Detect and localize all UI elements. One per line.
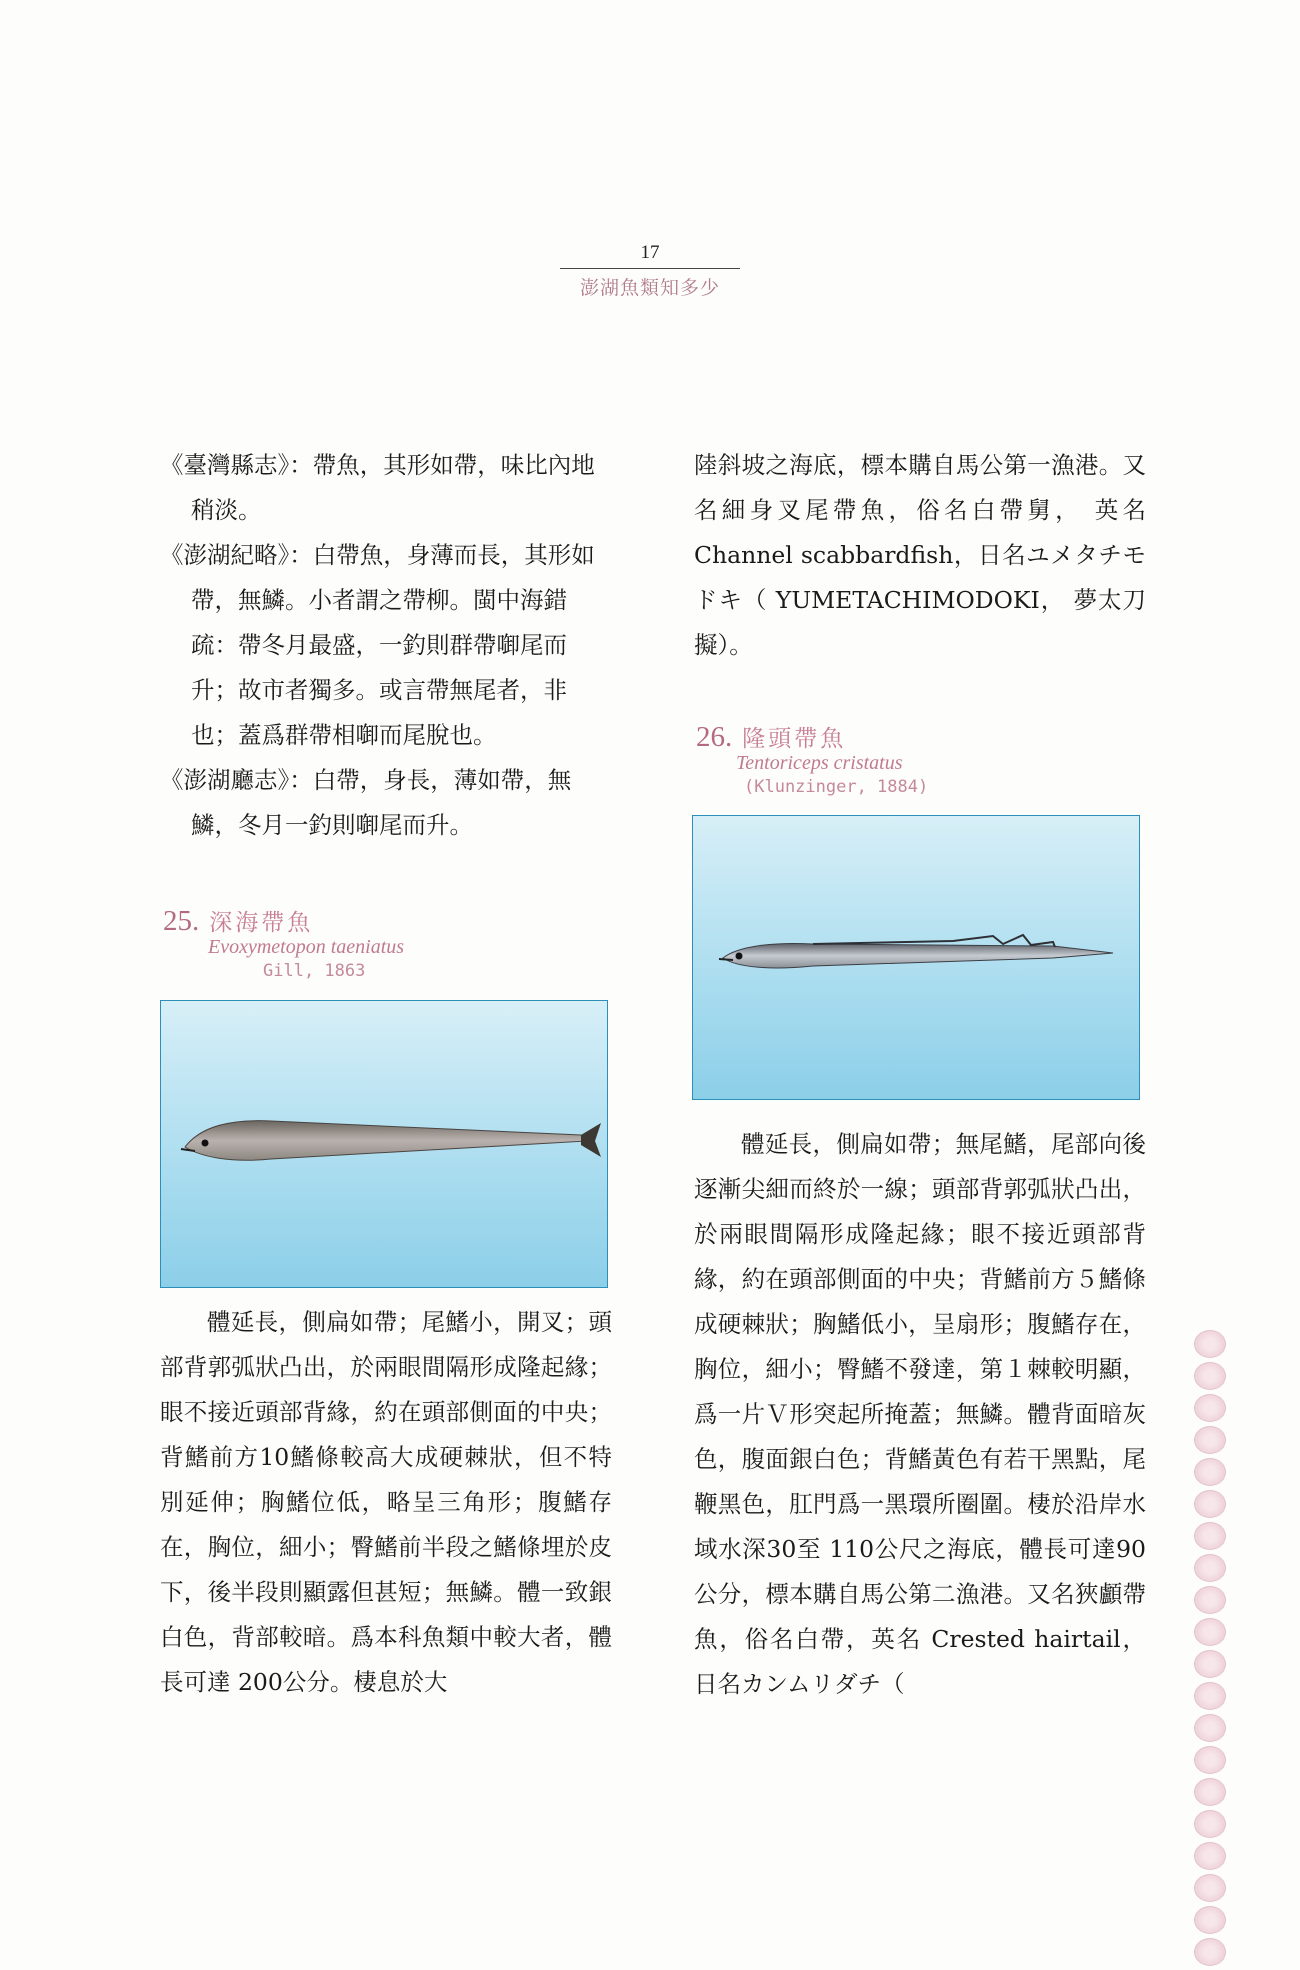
fish-photo-25 bbox=[160, 1000, 608, 1288]
species-chinese-name: 深海帶魚 bbox=[209, 910, 314, 936]
fish-photo-icon bbox=[161, 1001, 607, 1287]
right-description bbox=[694, 1122, 1146, 1707]
continuation-paragraph: 陸斜坡之海底，標本購自馬公第一漁港。又名細身叉尾帶魚，俗名白帶舅， 英名 Channel scabbardfish，日名ユメタチモドキ（ YUMETACHIMODOKI， 夢太刀擬）。 bbox=[694, 451, 1146, 659]
decorative-ornament bbox=[1190, 1330, 1230, 1970]
species-author: (Klunzinger, 1884) bbox=[744, 777, 929, 797]
species-heading-26 bbox=[696, 720, 928, 797]
description-paragraph: 體延長，側扁如帶；無尾鰭，尾部向後逐漸尖細而終於一線；頭部背郭弧狀凸出，於兩眼間隔形成隆起緣；眼不接近頭部背緣，約在頭部側面的中央；背鰭前方５鰭條成硬棘狀；胸鰭低小，呈扇形；腹鰭存在，胸位，細小；臀鰭不發達，第１棘較明顯，爲一片Ｖ形突起所掩蓋；無鱗。體背面暗灰色，腹面銀白色；背鰭黃色有若干黑點，尾鞭黑色，肛門爲一黑環所圈圍。棲於沿岸水域水深30至 110公尺之海底，體長可達90公分，標本購自馬公第二漁港。又名狹顱帶魚，俗名白帶，英名 Crested hairtail，日名カンムリダチ（ bbox=[694, 1130, 1146, 1698]
right-continuation bbox=[694, 443, 1146, 668]
citation: 《澎湖紀略》：白帶魚，身薄而長，其形如帶，無鱗。小者謂之帶柳。閩中海錯疏：帶冬月最盛，一釣則群帶啣尾而升；故市者獨多。或言帶無尾者，非也；蓋爲群帶相啣而尾脫也。 bbox=[160, 541, 595, 749]
page-number: 17 bbox=[640, 242, 660, 263]
citation: 《臺灣縣志》：帶魚，其形如帶，味比內地稍淡。 bbox=[160, 451, 595, 524]
species-latin-name: Tentoriceps cristatus bbox=[736, 752, 903, 774]
left-citations bbox=[160, 443, 612, 848]
species-latin-name: Evoxymetopon taeniatus bbox=[208, 936, 405, 958]
description-paragraph: 體延長，側扁如帶；尾鰭小，開叉；頭部背郭弧狀凸出，於兩眼間隔形成隆起緣；眼不接近頭部背緣，約在頭部側面的中央；背鰭前方10鰭條較高大成硬棘狀，但不特別延伸；胸鰭位低，略呈三角形；腹鰭存在，胸位，細小；臀鰭前半段之鰭條埋於皮下，後半段則顯露但甚短；無鱗。體一致銀白色，背部較暗。爲本科魚類中較大者，體長可達 200公分。棲息於大 bbox=[160, 1308, 612, 1696]
species-author: Gill, 1863 bbox=[263, 961, 366, 981]
species-chinese-name: 隆頭帶魚 bbox=[742, 726, 847, 752]
species-number: 25. bbox=[163, 905, 200, 937]
page-header bbox=[560, 240, 740, 300]
fish-photo-26 bbox=[692, 815, 1140, 1100]
fish-photo-icon bbox=[693, 816, 1139, 1099]
header-divider bbox=[560, 268, 740, 269]
species-heading-25 bbox=[163, 904, 404, 981]
running-title: 澎湖魚類知多少 bbox=[579, 277, 720, 299]
species-number: 26. bbox=[696, 721, 733, 753]
citation: 《澎湖廳志》：白帶，身長，薄如帶，無鱗，冬月一釣則啣尾而升。 bbox=[160, 766, 572, 839]
left-description bbox=[160, 1300, 612, 1705]
